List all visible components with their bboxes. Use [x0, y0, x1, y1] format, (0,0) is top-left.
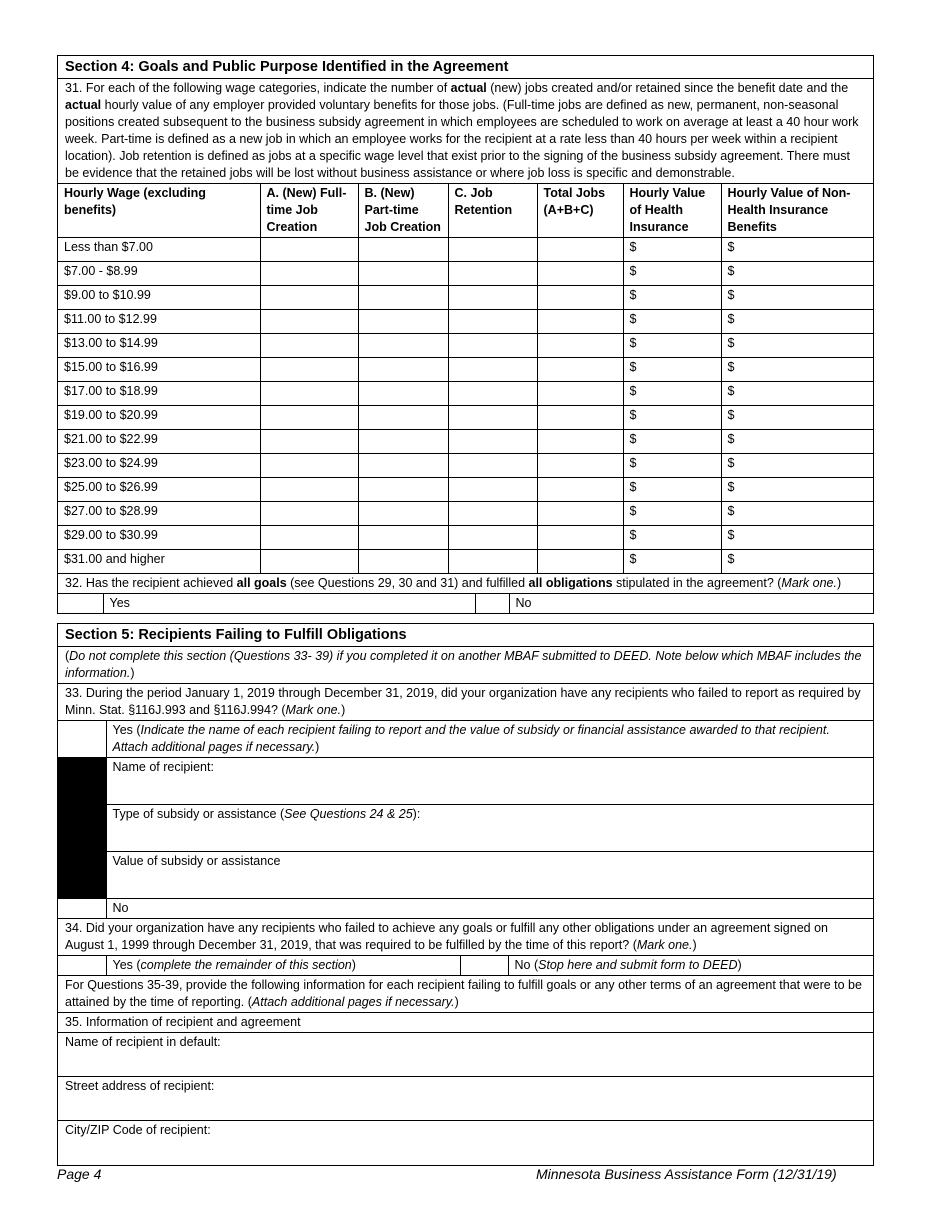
q31-bold-1: actual: [450, 81, 487, 95]
wage-label: Less than $7.00: [58, 238, 260, 262]
health-value-cell[interactable]: $: [623, 310, 721, 334]
full-time-jobs-cell[interactable]: [260, 502, 358, 526]
total-jobs-cell[interactable]: [537, 502, 623, 526]
part-time-jobs-cell[interactable]: [358, 334, 448, 358]
wage-label: $23.00 to $24.99: [58, 454, 260, 478]
wage-row: [58, 502, 873, 526]
page-number: Page 4: [57, 1166, 102, 1182]
part-time-jobs-cell[interactable]: [358, 310, 448, 334]
q33-no-label: No: [106, 899, 873, 919]
retention-jobs-cell[interactable]: [448, 262, 537, 286]
retention-jobs-cell[interactable]: [448, 454, 537, 478]
recipient-default-name-label: Name of recipient in default:: [65, 1035, 221, 1049]
section-5-title: Section 5: Recipients Failing to Fulfill Obligations: [58, 624, 873, 647]
recipient-street-label: Street address of recipient:: [65, 1079, 215, 1093]
wage-table-container: [58, 184, 873, 574]
q33-subsidy-type-field[interactable]: [106, 805, 873, 852]
non-health-value-cell[interactable]: $: [721, 526, 873, 550]
q33-italic: Mark one.: [285, 703, 342, 717]
q34-no-label: [508, 956, 873, 975]
q31-bold-2: actual: [65, 98, 102, 112]
full-time-jobs-cell[interactable]: [260, 238, 358, 262]
q34-no-italic: Stop here and submit form to DEED: [538, 958, 738, 972]
health-value-cell[interactable]: $: [623, 286, 721, 310]
recipient-street-field[interactable]: [58, 1077, 873, 1121]
full-time-jobs-cell[interactable]: [260, 406, 358, 430]
health-value-cell[interactable]: $: [623, 406, 721, 430]
total-jobs-cell[interactable]: [537, 286, 623, 310]
q34-no-checkbox[interactable]: [460, 956, 508, 975]
q34-yes-checkbox[interactable]: [58, 956, 106, 975]
q32-yes-label: Yes: [103, 594, 475, 613]
q33-type-text-2: ):: [412, 807, 421, 821]
part-time-jobs-cell[interactable]: [358, 358, 448, 382]
wage-row: [58, 286, 873, 310]
q33-value-label: Value of subsidy or assistance: [112, 854, 281, 868]
health-value-cell[interactable]: $: [623, 454, 721, 478]
retention-jobs-cell[interactable]: [448, 238, 537, 262]
q34-no-text-2: ): [737, 958, 742, 972]
full-time-jobs-cell[interactable]: [260, 262, 358, 286]
form-title-footer: Minnesota Business Assistance Form (12/31/19): [536, 1166, 837, 1182]
q34-text-1: 34. Did your organization have any recipients who failed to achieve any goals or fulfill any other obligations under an agreement signed on August 1, 1999 through December 31, 2019, that was required to be fulfilled by the time of this report? (: [65, 921, 828, 952]
non-health-value-cell[interactable]: $: [721, 334, 873, 358]
q35-intro-italic: Attach additional pages if necessary.: [251, 995, 455, 1009]
non-health-value-cell[interactable]: $: [721, 262, 873, 286]
wage-label: $21.00 to $22.99: [58, 430, 260, 454]
intro-italic: Do not complete this section (Questions 33- 39) if you completed it on another MBAF submitted to DEED. Note below which MBAF includes the information.: [65, 649, 862, 680]
part-time-jobs-cell[interactable]: [358, 286, 448, 310]
non-health-value-cell[interactable]: $: [721, 550, 873, 574]
q31-text-3: hourly value of any employer provided voluntary benefits for those jobs. (Full-time jobs are defined as new, permanent, non-seasonal positions created subsequent to the business subsidy agreement in which employees are scheduled to work on average at least a 40 hour work week. Part-time is defined as a new job in which an employee works for the recipient at a rate less than 40 hours per week within a recipient location). Job retention is defined as jobs at a specific wage level that exist prior to the signing of the business subsidy agreement. There must be evidence that the retained jobs will be lost without business assistance or where job loss is specific and demonstrable.: [65, 98, 859, 180]
retention-jobs-cell[interactable]: [448, 334, 537, 358]
retention-jobs-cell[interactable]: [448, 526, 537, 550]
q33-blacked-out-cell: [58, 758, 106, 899]
health-value-cell[interactable]: $: [623, 526, 721, 550]
col-header-full-time: A. (New) Full-time Job Creation: [260, 184, 358, 238]
non-health-value-cell[interactable]: $: [721, 454, 873, 478]
full-time-jobs-cell[interactable]: [260, 454, 358, 478]
non-health-value-cell[interactable]: $: [721, 502, 873, 526]
q32-text-3: stipulated in the agreement? (: [612, 576, 782, 590]
wage-row: [58, 430, 873, 454]
wage-row: [58, 382, 873, 406]
retention-jobs-cell[interactable]: [448, 286, 537, 310]
part-time-jobs-cell[interactable]: [358, 406, 448, 430]
wage-row: [58, 526, 873, 550]
col-header-wage: Hourly Wage (excluding benefits): [58, 184, 260, 238]
non-health-value-cell[interactable]: $: [721, 430, 873, 454]
q33-text-1: 33. During the period January 1, 2019 through December 31, 2019, did your organization have any recipients who failed to report as required by Minn. Stat. §116J.993 and §116J.994? (: [65, 686, 861, 717]
wage-label: $7.00 - $8.99: [58, 262, 260, 286]
health-value-cell[interactable]: $: [623, 430, 721, 454]
q33-recipient-name-field[interactable]: [106, 758, 873, 805]
non-health-value-cell[interactable]: $: [721, 238, 873, 262]
total-jobs-cell[interactable]: [537, 406, 623, 430]
wage-label: $17.00 to $18.99: [58, 382, 260, 406]
q35-intro-text-2: ): [454, 995, 459, 1009]
total-jobs-cell[interactable]: [537, 382, 623, 406]
non-health-value-cell[interactable]: $: [721, 406, 873, 430]
retention-jobs-cell[interactable]: [448, 430, 537, 454]
health-value-cell[interactable]: $: [623, 358, 721, 382]
total-jobs-cell[interactable]: [537, 310, 623, 334]
q34-text-2: ): [692, 938, 697, 952]
full-time-jobs-cell[interactable]: [260, 286, 358, 310]
total-jobs-cell[interactable]: [537, 238, 623, 262]
part-time-jobs-cell[interactable]: [358, 238, 448, 262]
total-jobs-cell[interactable]: [537, 334, 623, 358]
wage-label: $29.00 to $30.99: [58, 526, 260, 550]
q34-yes-label: [106, 956, 460, 975]
health-value-cell[interactable]: $: [623, 262, 721, 286]
non-health-value-cell[interactable]: $: [721, 478, 873, 502]
q33-name-label: Name of recipient:: [112, 760, 214, 774]
wage-row: [58, 406, 873, 430]
q32-text-1: 32. Has the recipient achieved: [65, 576, 237, 590]
q33-yes-checkbox[interactable]: [58, 721, 106, 758]
wage-row: [58, 310, 873, 334]
wage-label: $15.00 to $16.99: [58, 358, 260, 382]
q34-yes-text-1: Yes (: [112, 958, 141, 972]
wage-table: [58, 184, 873, 573]
retention-jobs-cell[interactable]: [448, 310, 537, 334]
q33-yes-italic: Indicate the name of each recipient failing to report and the value of subsidy or financial assistance awarded to that recipient. Attach additional pages if necessary.: [112, 723, 830, 754]
retention-jobs-cell[interactable]: [448, 502, 537, 526]
full-time-jobs-cell[interactable]: [260, 478, 358, 502]
q32-no-label: No: [509, 594, 873, 613]
recipient-city-zip-label: City/ZIP Code of recipient:: [65, 1123, 211, 1137]
q34-answers: [58, 956, 873, 976]
non-health-value-cell[interactable]: $: [721, 286, 873, 310]
q34-italic: Mark one.: [636, 938, 693, 952]
part-time-jobs-cell[interactable]: [358, 382, 448, 406]
part-time-jobs-cell[interactable]: [358, 526, 448, 550]
q33-yes-text-2: ): [315, 740, 320, 754]
q34-answer-table: [58, 956, 873, 975]
col-header-retention: C. Job Retention: [448, 184, 537, 238]
q35-39-intro: [58, 976, 873, 1013]
wage-row: [58, 550, 873, 574]
wage-label: $9.00 to $10.99: [58, 286, 260, 310]
question-33-text: [58, 684, 873, 721]
wage-row: [58, 454, 873, 478]
q32-answers: [58, 594, 873, 613]
wage-label: $31.00 and higher: [58, 550, 260, 574]
health-value-cell[interactable]: $: [623, 334, 721, 358]
section-5-intro: [58, 647, 873, 684]
q32-bold-1: all goals: [236, 576, 287, 590]
full-time-jobs-cell[interactable]: [260, 358, 358, 382]
wage-row: [58, 478, 873, 502]
part-time-jobs-cell[interactable]: [358, 478, 448, 502]
q32-text-4: ): [837, 576, 842, 590]
part-time-jobs-cell[interactable]: [358, 550, 448, 574]
col-header-non-health: Hourly Value of Non-Health Insurance Benefits: [721, 184, 873, 238]
wage-row: [58, 358, 873, 382]
non-health-value-cell[interactable]: $: [721, 310, 873, 334]
wage-label: $19.00 to $20.99: [58, 406, 260, 430]
total-jobs-cell[interactable]: [537, 478, 623, 502]
section-4-title: Section 4: Goals and Public Purpose Identified in the Agreement: [58, 56, 873, 79]
col-header-part-time: B. (New) Part-time Job Creation: [358, 184, 448, 238]
q32-text-2: (see Questions 29, 30 and 31) and fulfilled: [286, 576, 529, 590]
wage-label: $13.00 to $14.99: [58, 334, 260, 358]
full-time-jobs-cell[interactable]: [260, 550, 358, 574]
q32-italic: Mark one.: [781, 576, 837, 590]
full-time-jobs-cell[interactable]: [260, 382, 358, 406]
part-time-jobs-cell[interactable]: [358, 262, 448, 286]
intro-text-2: ): [130, 666, 135, 680]
part-time-jobs-cell[interactable]: [358, 454, 448, 478]
health-value-cell[interactable]: $: [623, 238, 721, 262]
retention-jobs-cell[interactable]: [448, 478, 537, 502]
total-jobs-cell[interactable]: [537, 454, 623, 478]
q31-text-1: 31. For each of the following wage categories, indicate the number of: [65, 81, 451, 95]
retention-jobs-cell[interactable]: [448, 382, 537, 406]
total-jobs-cell[interactable]: [537, 358, 623, 382]
recipient-city-zip-field[interactable]: [58, 1121, 873, 1165]
retention-jobs-cell[interactable]: [448, 406, 537, 430]
retention-jobs-cell[interactable]: [448, 358, 537, 382]
recipient-default-name-field[interactable]: [58, 1033, 873, 1077]
non-health-value-cell[interactable]: $: [721, 382, 873, 406]
health-value-cell[interactable]: $: [623, 382, 721, 406]
health-value-cell[interactable]: $: [623, 550, 721, 574]
health-value-cell[interactable]: $: [623, 478, 721, 502]
q31-text-2: (new) jobs created and/or retained since the benefit date and the: [486, 81, 849, 95]
section-5: [57, 623, 874, 1166]
total-jobs-cell[interactable]: [537, 262, 623, 286]
q34-yes-italic: complete the remainder of this section: [140, 958, 352, 972]
question-34-text: [58, 919, 873, 956]
total-jobs-cell[interactable]: [537, 430, 623, 454]
q32-bold-2: all obligations: [528, 576, 613, 590]
q32-answer-table: [58, 594, 873, 613]
wage-label: $25.00 to $26.99: [58, 478, 260, 502]
q33-type-text-1: Type of subsidy or assistance (: [112, 807, 285, 821]
q34-yes-text-2: ): [351, 958, 356, 972]
retention-jobs-cell[interactable]: [448, 550, 537, 574]
q33-answer-table: [58, 721, 873, 918]
q32-yes-checkbox[interactable]: [58, 594, 103, 613]
question-32-text: [58, 574, 873, 594]
q35-intro-text-1: For Questions 35-39, provide the following information for each recipient failing to fulfill goals or any other terms of an agreement that were to be attained by the time of reporting. (: [65, 978, 862, 1009]
q33-no-checkbox[interactable]: [58, 899, 106, 919]
wage-label: $11.00 to $12.99: [58, 310, 260, 334]
wage-row: [58, 262, 873, 286]
q32-no-checkbox[interactable]: [475, 594, 509, 613]
part-time-jobs-cell[interactable]: [358, 430, 448, 454]
q33-text-2: ): [341, 703, 346, 717]
question-35-title: 35. Information of recipient and agreement: [58, 1013, 873, 1033]
wage-label: $27.00 to $28.99: [58, 502, 260, 526]
form-page-4: [57, 55, 874, 614]
q33-type-italic: See Questions 24 & 25: [284, 807, 413, 821]
q33-answers: [58, 721, 873, 919]
question-31-text: [58, 79, 873, 184]
total-jobs-cell[interactable]: [537, 526, 623, 550]
q33-subsidy-value-field[interactable]: [106, 852, 873, 899]
full-time-jobs-cell[interactable]: [260, 310, 358, 334]
q33-yes-label: [106, 721, 873, 758]
part-time-jobs-cell[interactable]: [358, 502, 448, 526]
full-time-jobs-cell[interactable]: [260, 334, 358, 358]
q33-yes-text-1: Yes (: [112, 723, 141, 737]
col-header-total: Total Jobs (A+B+C): [537, 184, 623, 238]
wage-row: [58, 334, 873, 358]
full-time-jobs-cell[interactable]: [260, 430, 358, 454]
col-header-health: Hourly Value of Health Insurance: [623, 184, 721, 238]
q34-no-text-1: No (: [514, 958, 539, 972]
health-value-cell[interactable]: $: [623, 502, 721, 526]
wage-table-header: [58, 184, 873, 238]
non-health-value-cell[interactable]: $: [721, 358, 873, 382]
total-jobs-cell[interactable]: [537, 550, 623, 574]
intro-text-1: (: [65, 649, 70, 663]
full-time-jobs-cell[interactable]: [260, 526, 358, 550]
wage-row: [58, 238, 873, 262]
